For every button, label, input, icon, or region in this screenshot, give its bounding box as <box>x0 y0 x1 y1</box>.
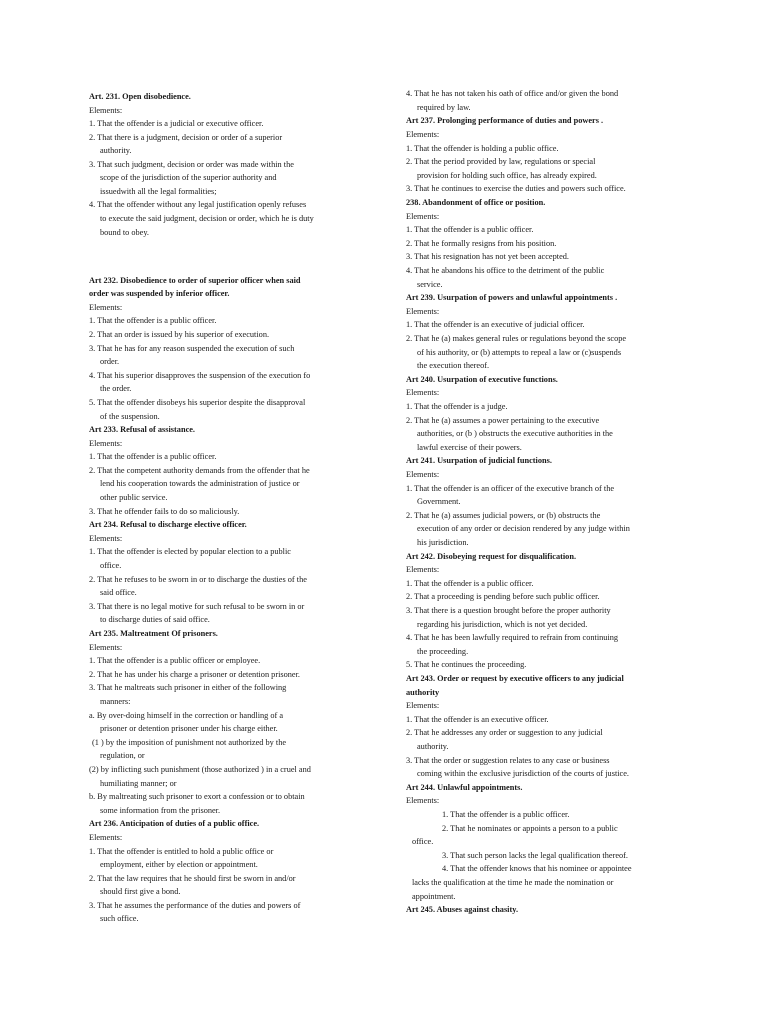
text-line: Elements: <box>89 534 123 543</box>
text-line: Elements: <box>406 796 440 805</box>
text-line: regulation, or <box>100 751 145 760</box>
text-line: 2. That he refuses to be sworn in or to discharge the dusties of the <box>89 575 307 584</box>
text-line: (2) by inflicting such punishment (those authorized ) in a cruel and <box>89 765 311 774</box>
text-line: 2. That he formally resigns from his position. <box>406 239 557 248</box>
text-line: to execute the said judgment, decision or order, which he is duty <box>100 214 314 223</box>
text-line: 3. That such judgment, decision or order was made within the <box>89 160 294 169</box>
text-line: required by law. <box>417 103 471 112</box>
text-line: 3. That there is no legal motive for such refusal to be sworn in or <box>89 602 305 611</box>
article-heading: Art 232. Disobedience to order of superior officer when said <box>89 276 301 285</box>
text-line: 4. That he has not taken his oath of office and/or given the bond <box>406 89 619 98</box>
text-line: Elements: <box>89 106 123 115</box>
article-heading: Art 245. Abuses against chasity. <box>406 905 519 914</box>
text-line: Elements: <box>89 643 123 652</box>
article-heading: Art 239. Usurpation of powers and unlawful appointments . <box>406 293 618 302</box>
text-line: 1. That the offender is a judge. <box>406 402 508 411</box>
text-line: employment, either by election or appointment. <box>100 860 258 869</box>
text-line: (1 ) by the imposition of punishment not authorized by the <box>92 738 287 747</box>
text-line: Elements: <box>406 565 440 574</box>
article-heading: authority <box>406 688 440 697</box>
text-line: lacks the qualification at the time he made the nomination or <box>412 878 614 887</box>
text-line: 4. That he abandons his office to the detriment of the public <box>406 266 605 275</box>
article-heading: Art 237. Prolonging performance of duties and powers . <box>406 116 604 125</box>
text-line: 3. That he assumes the performance of the duties and powers of <box>89 901 301 910</box>
article-heading: Art 235. Maltreatment Of prisoners. <box>89 629 218 638</box>
text-line: to discharge duties of said office. <box>100 615 210 624</box>
text-line: 1. That the offender is an executive officer. <box>406 715 549 724</box>
text-line: 3. That he has for any reason suspended the execution of such <box>89 344 295 353</box>
text-line: 2. That there is a judgment, decision or order of a superior <box>89 133 283 142</box>
text-line: 2. That the period provided by law, regulations or special <box>406 157 596 166</box>
text-line: 4. That he has been lawfully required to refrain from continuing <box>406 633 619 642</box>
text-line: manners: <box>100 697 131 706</box>
text-line: 1. That the offender is a public officer or employee. <box>89 656 261 665</box>
text-line: Elements: <box>406 130 440 139</box>
text-line: 2. That a proceeding is pending before such public officer. <box>406 592 600 601</box>
text-line: issuedwith all the legal formalities; <box>100 187 217 196</box>
text-line: 3. That such person lacks the legal qualification thereof. <box>442 851 629 860</box>
article-heading: Art 236. Anticipation of duties of a public office. <box>89 819 260 828</box>
article-heading: Art 234. Refusal to discharge elective officer. <box>89 520 247 529</box>
text-line: 3. That there is a question brought before the proper authority <box>406 606 611 615</box>
article-heading: order was suspended by inferior officer. <box>89 289 230 298</box>
text-line: Elements: <box>406 470 440 479</box>
text-line: coming within the exclusive jurisdiction of the courts of justice. <box>417 769 629 778</box>
text-line: 3. That he offender fails to do so maliciously. <box>89 507 240 516</box>
text-line: Elements: <box>89 833 123 842</box>
text-line: 2. That an order is issued by his superior of execution. <box>89 330 270 339</box>
text-line: bound to obey. <box>100 228 150 237</box>
text-line: Elements: <box>406 388 440 397</box>
text-line: 4. That the offender without any legal justification openly refuses <box>89 200 307 209</box>
article-heading: Art 233. Refusal of assistance. <box>89 425 196 434</box>
text-line: authority. <box>100 146 132 155</box>
text-line: 1. That the offender is a public officer. <box>442 810 570 819</box>
text-line: 1. That the offender is a public officer. <box>89 316 217 325</box>
text-line: provision for holding such office, has already expired. <box>417 171 597 180</box>
text-line: scope of the jurisdiction of the superior authority and <box>100 173 277 182</box>
text-line: the order. <box>100 384 132 393</box>
text-line: Elements: <box>406 307 440 316</box>
text-line: Elements: <box>406 701 440 710</box>
text-line: 2. That the competent authority demands from the offender that he <box>89 466 310 475</box>
text-line: 2. That he (a) makes general rules or regulations beyond the scope <box>406 334 627 343</box>
text-line: b. By maltreating such prisoner to exort a confession or to obtain <box>89 792 305 801</box>
article-heading: Art 243. Order or request by executive officers to any judicial <box>406 674 624 683</box>
text-line: regarding his jurisdiction, which is not yet decided. <box>417 620 588 629</box>
text-line: the execution thereof. <box>417 361 490 370</box>
article-heading: Art 244. Unlawful appointments. <box>406 783 523 792</box>
text-line: 1. That the offender is holding a public office. <box>406 144 559 153</box>
text-line: of his authority, or (b) attempts to repeal a law or (c)suspends <box>417 348 622 357</box>
text-line: 1. That the offender is an executive of judicial officer. <box>406 320 585 329</box>
text-line: 2. That the law requires that he should first be sworn in and/or <box>89 874 296 883</box>
text-line: 1. That the offender is entitled to hold a public office or <box>89 847 274 856</box>
text-line: lend his cooperation towards the administration of justice or <box>100 479 300 488</box>
text-line: 3. That he continues to exercise the duties and powers such office. <box>406 184 626 193</box>
text-line: office. <box>100 561 122 570</box>
text-line: humiliating manner; or <box>100 779 177 788</box>
text-line: other public service. <box>100 493 168 502</box>
text-line: 5. That he continues the proceeding. <box>406 660 527 669</box>
text-line: 5. That the offender disobeys his superior despite the disapproval <box>89 398 306 407</box>
text-line: appointment. <box>412 892 456 901</box>
text-line: Elements: <box>89 439 123 448</box>
text-line: 2. That he has under his charge a prisoner or detention prisoner. <box>89 670 300 679</box>
text-line: 3. That the order or suggestion relates to any case or business <box>406 756 610 765</box>
text-line: 4. That his superior disapproves the suspension of the execution fo <box>89 371 311 380</box>
text-line: Government. <box>417 497 461 506</box>
text-line: some information from the prisoner. <box>100 806 221 815</box>
text-line: 4. That the offender knows that his nominee or appointee <box>442 864 632 873</box>
article-heading: Art 242. Disobeying request for disqualification. <box>406 552 577 561</box>
text-line: 1. That the offender is a public officer. <box>406 225 534 234</box>
article-heading: Art. 231. Open disobedience. <box>89 92 191 101</box>
text-line: lawful exercise of their powers. <box>417 443 522 452</box>
text-line: Elements: <box>89 303 123 312</box>
text-line: should first give a bond. <box>100 887 181 896</box>
text-line: such office. <box>100 914 139 923</box>
text-line: 2. That he addresses any order or suggestion to any judicial <box>406 728 603 737</box>
text-line: 1. That the offender is an officer of the executive branch of the <box>406 484 615 493</box>
text-line: execution of any order or decision rendered by any judge within <box>417 524 630 533</box>
text-line: service. <box>417 280 443 289</box>
text-line: 2. That he nominates or appoints a person to a public <box>442 824 618 833</box>
text-line: 3. That his resignation has not yet been accepted. <box>406 252 569 261</box>
text-line: Elements: <box>406 212 440 221</box>
article-heading: Art 241. Usurpation of judicial functions. <box>406 456 552 465</box>
text-line: his jurisdiction. <box>417 538 469 547</box>
text-line: said office. <box>100 588 137 597</box>
text-line: a. By over-doing himself in the correction or handling of a <box>89 711 284 720</box>
text-line: 1. That the offender is elected by popular election to a public <box>89 547 291 556</box>
text-line: office. <box>412 837 434 846</box>
text-line: authorities, or (b ) obstructs the executive authorities in the <box>417 429 613 438</box>
text-line: authority. <box>417 742 449 751</box>
text-line: 2. That he (a) assumes judicial powers, or (b) obstructs the <box>406 511 601 520</box>
text-line: 1. That the offender is a public officer. <box>406 579 534 588</box>
text-line: 1. That the offender is a public officer. <box>89 452 217 461</box>
text-line: order. <box>100 357 120 366</box>
article-heading: Art 240. Usurpation of executive functions. <box>406 375 558 384</box>
text-line: prisoner or detention prisoner under his charge either. <box>100 724 278 733</box>
article-heading: 238. Abandonment of office or position. <box>406 198 546 207</box>
text-line: of the suspension. <box>100 412 160 421</box>
text-line: 3. That he maltreats such prisoner in either of the following <box>89 683 287 692</box>
text-line: 1. That the offender is a judicial or executive officer. <box>89 119 264 128</box>
text-line: the proceeding. <box>417 647 469 656</box>
text-line: 2. That he (a) assumes a power pertaining to the executive <box>406 416 600 425</box>
